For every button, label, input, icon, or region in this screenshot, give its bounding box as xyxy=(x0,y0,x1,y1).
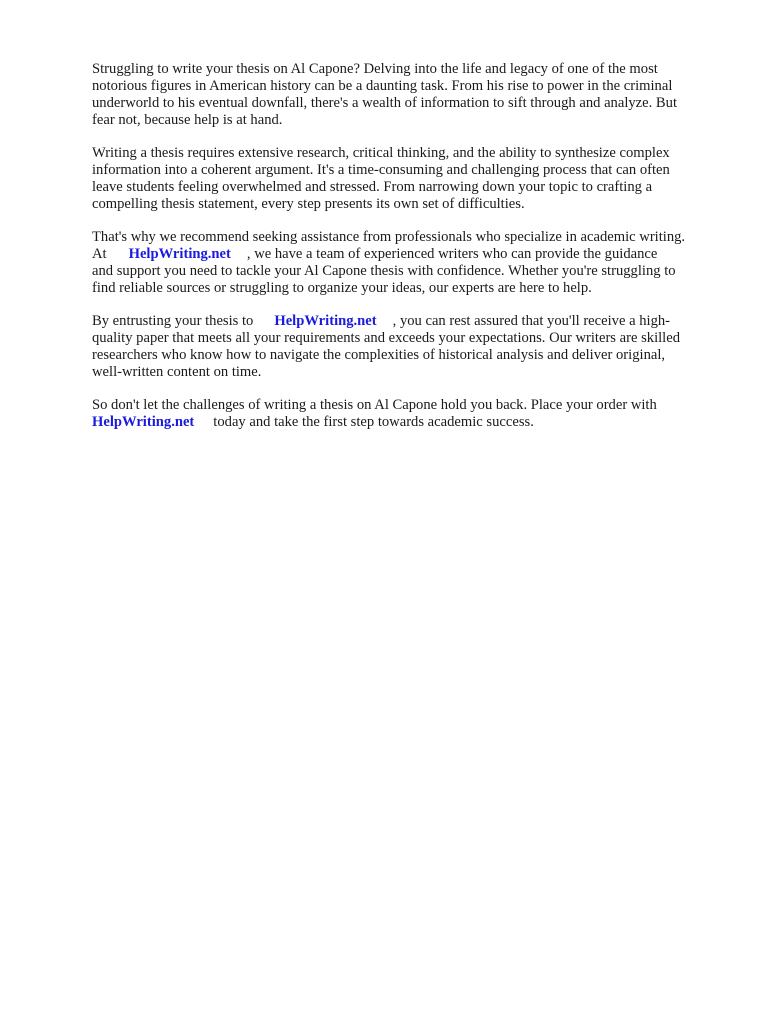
text-fragment: At xyxy=(92,246,107,262)
text-line: That's why we recommend seeking assistance from professionals who specialize in academic writing. xyxy=(92,229,686,245)
helpwriting-link[interactable]: HelpWriting.net xyxy=(92,414,195,430)
text-line-with-link xyxy=(92,414,732,431)
text-fragment: By entrusting your thesis to xyxy=(92,313,254,329)
text-line: quality paper that meets all your requirements and exceeds your expectations. Our writers are skilled xyxy=(92,330,681,346)
text-line: fear not, because help is at hand. xyxy=(92,112,283,128)
paragraph-entrusting xyxy=(92,313,732,381)
text-line: find reliable sources or struggling to organize your ideas, our experts are here to help. xyxy=(92,280,592,296)
helpwriting-link[interactable]: HelpWriting.net xyxy=(274,313,377,329)
helpwriting-link[interactable]: HelpWriting.net xyxy=(128,246,231,262)
text-fragment: , you can rest assured that you'll receive a high- xyxy=(392,313,671,329)
paragraph-intro xyxy=(92,61,732,129)
document-body xyxy=(92,61,732,447)
text-line: well-written content on time. xyxy=(92,364,262,380)
text-fragment: today and take the first step towards academic success. xyxy=(213,414,534,430)
text-line-with-link xyxy=(92,313,732,330)
paragraph-closing xyxy=(92,397,732,431)
text-line: underworld to his eventual downfall, there's a wealth of information to sift through and analyze. But xyxy=(92,95,678,111)
text-line: compelling thesis statement, every step presents its own set of difficulties. xyxy=(92,196,525,212)
text-line: Struggling to write your thesis on Al Capone? Delving into the life and legacy of one of the most xyxy=(92,61,658,77)
text-line: notorious figures in American history can be a daunting task. From his rise to power in the criminal xyxy=(92,78,673,94)
text-line: leave students feeling overwhelmed and stressed. From narrowing down your topic to crafting a xyxy=(92,179,653,195)
text-line: and support you need to tackle your Al Capone thesis with confidence. Whether you're struggling to xyxy=(92,263,676,279)
text-fragment: , we have a team of experienced writers who can provide the guidance xyxy=(246,246,658,262)
text-line: Writing a thesis requires extensive research, critical thinking, and the ability to synthesize complex xyxy=(92,145,670,161)
text-line: So don't let the challenges of writing a thesis on Al Capone hold you back. Place your order with xyxy=(92,397,657,413)
text-line: researchers who know how to navigate the complexities of historical analysis and deliver original, xyxy=(92,347,666,363)
text-line-with-link xyxy=(92,246,732,263)
text-line: information into a coherent argument. It's a time-consuming and challenging process that can often xyxy=(92,162,670,178)
paragraph-recommendation xyxy=(92,229,732,297)
paragraph-challenges xyxy=(92,145,732,213)
